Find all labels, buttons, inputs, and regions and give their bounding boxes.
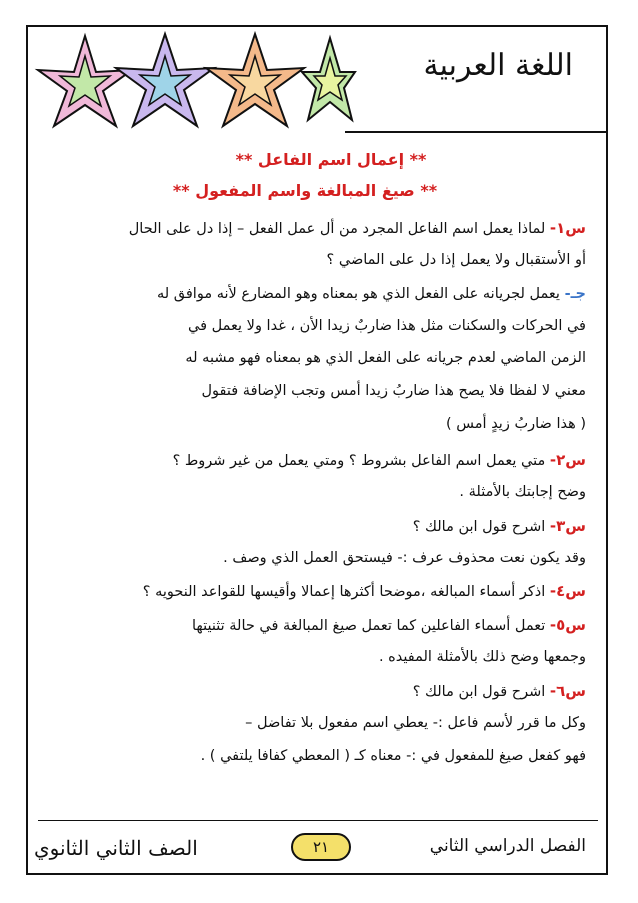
text-line — [223, 550, 586, 566]
text-line — [379, 649, 586, 665]
question-label: س٤- — [549, 582, 586, 600]
text-line — [202, 383, 586, 399]
text-line — [413, 682, 586, 700]
document-title: اللغة العربية — [423, 48, 573, 83]
line-text: وضح إجابتك بالأمثلة . — [459, 484, 586, 500]
page-number-badge: ٢١ — [291, 833, 351, 861]
question-label: س٢- — [549, 451, 586, 469]
title-underline — [345, 131, 608, 133]
line-text: متي يعمل اسم الفاعل بشروط ؟ ومتي يعمل من غير شروط ؟ — [172, 453, 550, 469]
text-line — [446, 416, 586, 432]
question-label: س٣- — [549, 517, 586, 535]
line-text: فهو كفعل صيغ للمفعول في :- معناه كـ ( المعطي كفافا يلتفي ) . — [200, 748, 586, 764]
line-text: اشرح قول ابن مالك ؟ — [412, 519, 550, 535]
text-line — [188, 318, 586, 334]
stars-decoration — [30, 28, 360, 148]
text-line — [185, 350, 586, 366]
line-text: معني لا لفظا فلا يصح هذا ضاربُ زيدا أمس وتجب الإضافة فتقول — [201, 383, 586, 399]
text-line — [413, 517, 586, 535]
line-text: تعمل أسماء الفاعلين كما تعمل صيغ المبالغة في حالة تثنيتها — [192, 618, 550, 634]
line-text: وجمعها وضح ذلك بالأمثلة المفيده . — [378, 649, 586, 665]
text-line — [327, 252, 586, 268]
text-line — [129, 219, 586, 237]
text-line — [173, 451, 586, 469]
question-label: س٦- — [549, 682, 586, 700]
text-line — [459, 484, 586, 500]
line-text: يعمل لجريانه على الفعل الذي هو بمعناه وهو المضارع لأنه موافق له — [156, 286, 565, 302]
line-text: وقد يكون نعت محذوف عرف :- فيستحق العمل الذي وصف . — [223, 550, 586, 566]
line-text: الزمن الماضي لعدم جريانه على الفعل الذي هو بمعناه فهو مشبه له — [185, 350, 586, 366]
line-text: ( هذا ضاربُ زيدٍ أمس ) — [446, 416, 586, 432]
section-heading-active-participle: ** إعمال اسم الفاعل ** — [235, 150, 427, 169]
footer-grade: الصف الثاني الثانوي — [34, 836, 198, 860]
footer-divider — [38, 820, 598, 821]
footer-term: الفصل الدراسي الثاني — [429, 836, 586, 856]
question-label: س٥- — [549, 616, 586, 634]
text-line — [157, 286, 586, 302]
line-text: اشرح قول ابن مالك ؟ — [412, 684, 550, 700]
text-line — [192, 616, 586, 634]
line-text: وكل ما قرر لأسم فاعل :- يعطي اسم مفعول بلا تفاضل – — [245, 715, 586, 731]
answer-label: جـ- — [564, 286, 586, 302]
line-text: لماذا يعمل اسم الفاعل المجرد من أل عمل الفعل – إذا دل على الحال — [128, 221, 550, 237]
question-label: س١- — [549, 219, 586, 237]
line-text: أو الأستقبال ولا يعمل إذا دل على الماضي ؟ — [326, 252, 586, 268]
text-line — [245, 715, 586, 731]
line-text: اذكر أسماء المبالغه ،موضحا أكثرها إعمالا وأقيسها للقواعد النحويه ؟ — [142, 584, 550, 600]
text-line — [143, 582, 586, 600]
text-line — [201, 748, 586, 764]
section-heading-intensive-forms: ** صيغ المبالغة واسم المفعول ** — [172, 181, 438, 200]
line-text: في الحركات والسكنات مثل هذا ضاربٌ زيدا الأن ، غدا ولا يعمل في — [188, 318, 586, 334]
